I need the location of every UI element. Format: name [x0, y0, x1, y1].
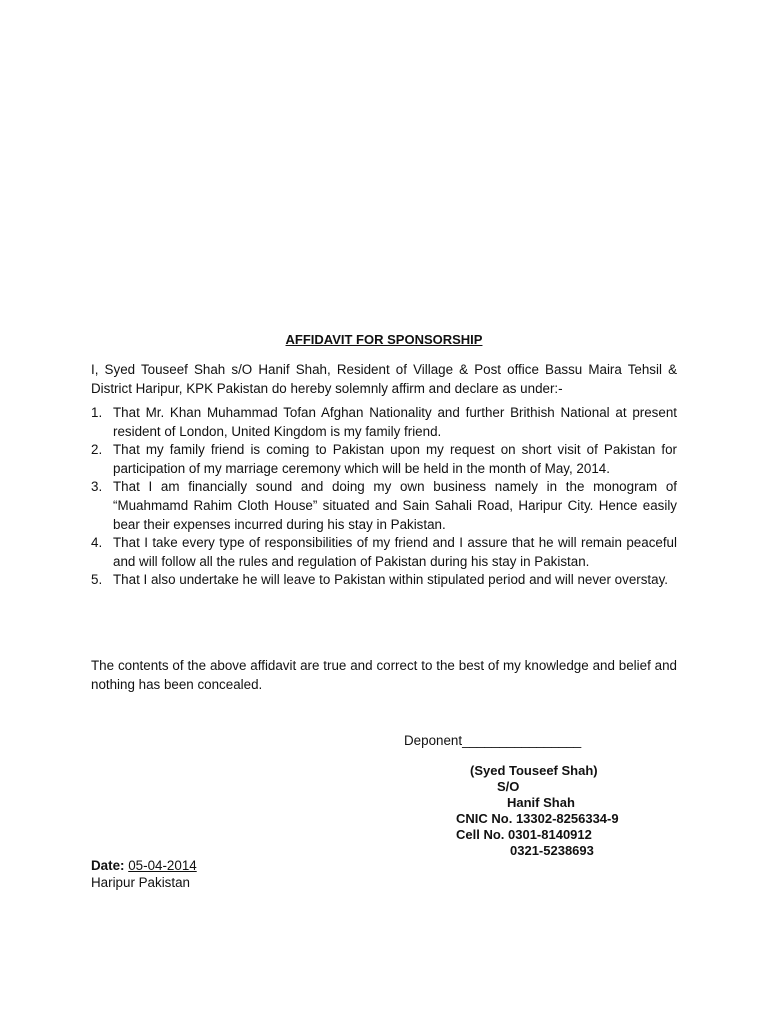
signatory-cell-primary: Cell No. 0301-8140912 — [456, 827, 592, 842]
date-value: 05-04-2014 — [128, 858, 197, 873]
signatory-name: (Syed Touseef Shah) — [470, 763, 598, 778]
clause-number: 5. — [91, 572, 103, 588]
clause-text: That my family friend is coming to Pakistan upon my request on short visit of Pakistan for participation of my marriage ceremony which will be held in the month of May, 2014. — [113, 442, 677, 476]
clause-item — [91, 478, 677, 534]
clause-number: 2. — [91, 442, 103, 458]
signatory-cnic: CNIC No. 13302-8256334-9 — [456, 811, 619, 826]
signatory-father-name: Hanif Shah — [507, 795, 575, 810]
clause-number: 4. — [91, 535, 103, 551]
clause-item — [91, 404, 677, 441]
deponent-signature-line: Deponent________________ — [404, 733, 582, 748]
clause-item — [91, 571, 677, 590]
clause-item — [91, 441, 677, 478]
clause-text: That I take every type of responsibilities of my friend and I assure that he will remain peaceful and will follow all the rules and regulation of Pakistan during his stay in Pakistan. — [113, 535, 677, 569]
clause-number: 1. — [91, 405, 103, 420]
intro-paragraph: I, Syed Touseef Shah s/O Hanif Shah, Resident of Village & Post office Bassu Maira Tehsil & District Haripur, KPK Pakistan do hereby solemnly affirm and declare as under:- — [91, 362, 677, 396]
closing-paragraph: The contents of the above affidavit are true and correct to the best of my knowledge and belief and nothing has been concealed. — [91, 658, 677, 692]
clause-number: 3. — [91, 479, 103, 495]
clause-text: That Mr. Khan Muhammad Tofan Afghan Nationality and further Brithish National at present resident of London, United Kingdom is my family friend. — [113, 405, 677, 439]
clause-item — [91, 534, 677, 571]
place-text: Haripur Pakistan — [91, 875, 190, 890]
date-place-block — [91, 857, 197, 891]
document-title: AFFIDAVIT FOR SPONSORSHIP — [285, 332, 483, 347]
clause-list — [91, 404, 677, 590]
signatory-cell-secondary: 0321-5238693 — [510, 843, 594, 858]
date-label: Date: — [91, 858, 125, 873]
clause-text: That I also undertake he will leave to Pakistan within stipulated period and will never overstay. — [113, 572, 669, 588]
signatory-relation: S/O — [497, 779, 520, 794]
clause-text: That I am financially sound and doing my own business namely in the monogram of “Muahmamd Rahim Cloth House” situated and Sain Sahali Road, Haripur City. Hence easily bear their expenses incurred during his stay in Pakistan. — [113, 479, 677, 532]
date-line — [91, 857, 197, 874]
